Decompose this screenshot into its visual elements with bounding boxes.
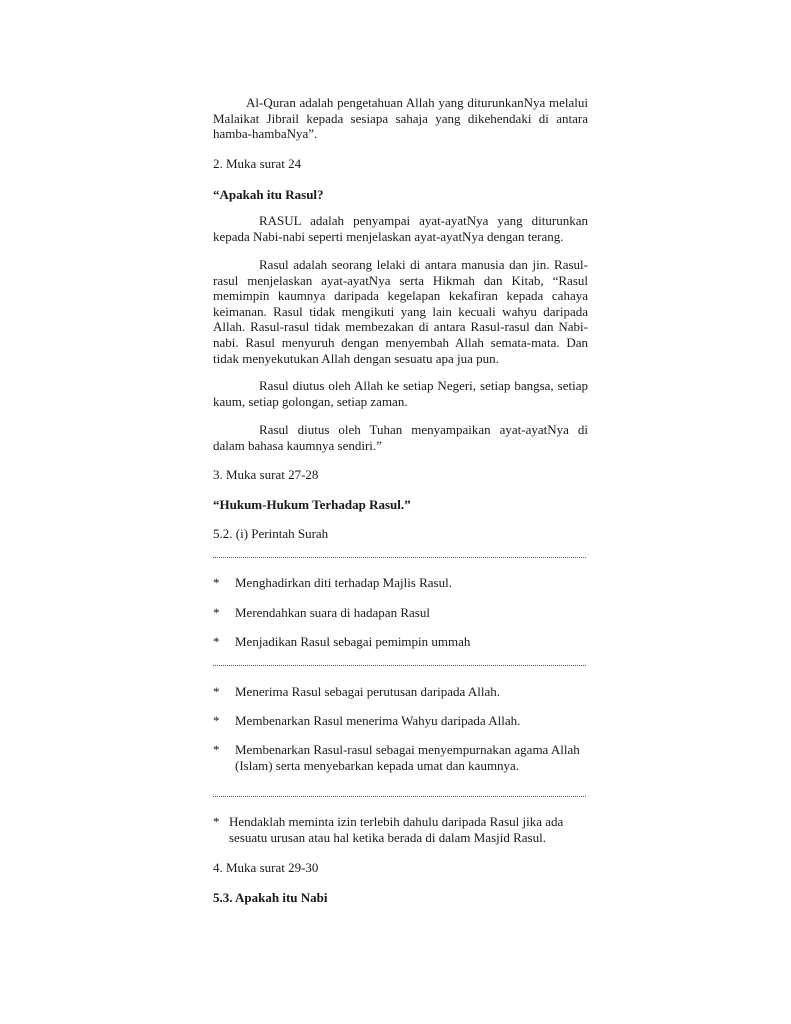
paragraph-rasul-1: RASUL adalah penyampai ayat-ayatNya yang diturunkan kepada Nabi-nabi seperti menjelaskan ayat-ayatNya dengan terang. xyxy=(213,213,588,244)
paragraph-rasul-2: Rasul adalah seorang lelaki di antara manusia dan jin. Rasul-rasul menjelaskan ayat-ayatNya serta Hikmah dan Kitab, “Rasul memimpin kaumnya daripada kegelapan kekafiran kepada cahaya keimanan. Rasul tidak mengikuti yang lain kecuali wahyu daripada Allah. Rasul-rasul tidak membezakan di antara Rasul-rasul dan Nabi-nabi. Rasul menyuruh dengan menyembah Allah semata-mata. Dan tidak menyekutukan Allah dengan sesuatu apa jua pun. xyxy=(213,257,588,366)
reference-2: 2. Muka surat 24 xyxy=(213,156,302,171)
list-item-text: Menjadikan Rasul sebagai pemimpin ummah xyxy=(235,634,471,649)
bullet-marker: * xyxy=(213,605,220,620)
bullet-marker: * xyxy=(213,742,220,757)
list-item-text: Merendahkan suara di hadapan Rasul xyxy=(235,605,430,620)
heading-apakah-rasul: “Apakah itu Rasul? xyxy=(213,187,324,202)
bullet-marker: * xyxy=(213,814,220,829)
list-item-text: Menerima Rasul sebagai perutusan daripada Allah. xyxy=(235,684,500,699)
paragraph-rasul-4: Rasul diutus oleh Tuhan menyampaikan ayat-ayatNya di dalam bahasa kaumnya sendiri.” xyxy=(213,422,588,453)
list-item-text: Hendaklah meminta izin terlebih dahulu daripada Rasul jika ada sesuatu urusan atau hal ketika berada di dalam Masjid Rasul. xyxy=(229,814,564,845)
bullet-marker: * xyxy=(213,634,220,649)
list-item-text: Menghadirkan diti terhadap Majlis Rasul. xyxy=(235,575,452,590)
bullet-marker: * xyxy=(213,684,220,699)
reference-4: 4. Muka surat 29-30 xyxy=(213,860,319,875)
bullet-marker: * xyxy=(213,713,220,728)
dotted-separator xyxy=(213,557,586,558)
paragraph-intro: Al-Quran adalah pengetahuan Allah yang diturunkanNya melalui Malaikat Jibrail kepada sesiapa sahaja yang dikehendaki di antara hamba-hambaNya”. xyxy=(213,95,588,142)
list-item-text: Membenarkan Rasul menerima Wahyu daripada Allah. xyxy=(235,713,521,728)
dotted-separator xyxy=(213,665,586,666)
list-item-text: Membenarkan Rasul-rasul sebagai menyempurnakan agama Allah (Islam) serta menyebarkan kepada umat dan kaumnya. xyxy=(235,742,580,773)
paragraph-rasul-3: Rasul diutus oleh Allah ke setiap Negeri, setiap bangsa, setiap kaum, setiap golongan, setiap zaman. xyxy=(213,378,588,409)
reference-3: 3. Muka surat 27-28 xyxy=(213,467,319,482)
heading-hukum-rasul: “Hukum-Hukum Terhadap Rasul.” xyxy=(213,497,411,512)
dotted-separator xyxy=(213,796,586,797)
heading-apakah-nabi: 5.3. Apakah itu Nabi xyxy=(213,890,328,905)
section-5-2-title: 5.2. (i) Perintah Surah xyxy=(213,526,329,541)
bullet-marker: * xyxy=(213,575,220,590)
